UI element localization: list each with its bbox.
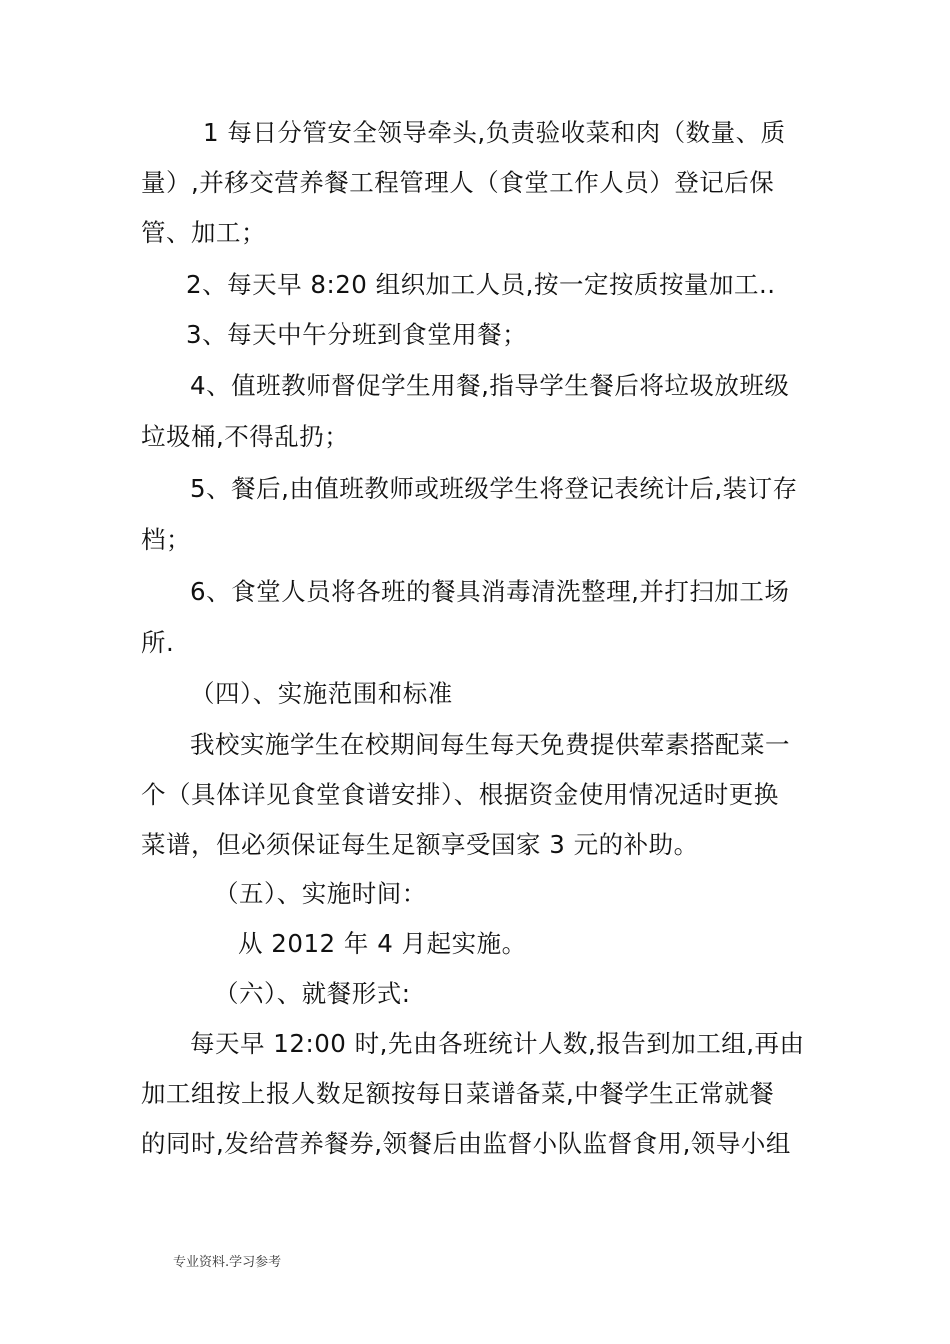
text-line-1: 1 每日分管安全领导牵头,负责验收菜和肉（数量、质 bbox=[203, 118, 786, 147]
text-line-20: 加工组按上报人数足额按每日菜谱备菜,中餐学生正常就餐 bbox=[141, 1079, 775, 1108]
section-heading-6: （六）、就餐形式: bbox=[214, 979, 411, 1008]
text-line-17: 从 2012 年 4 月起实施。 bbox=[238, 929, 527, 958]
page-footer: 专业资料.学习参考 bbox=[173, 1255, 282, 1270]
section-heading-4: （四）、实施范围和标准 bbox=[190, 679, 453, 708]
text-line-9: 档； bbox=[141, 525, 191, 554]
text-line-5: 3、每天中午分班到食堂用餐； bbox=[186, 320, 528, 349]
text-line-7: 垃圾桶,不得乱扔； bbox=[141, 422, 350, 451]
text-line-11: 所. bbox=[141, 628, 175, 657]
section-heading-5: （五）、实施时间： bbox=[214, 879, 427, 908]
text-line-3: 管、加工； bbox=[141, 218, 266, 247]
text-line-13: 我校实施学生在校期间每生每天免费提供荤素搭配菜一 bbox=[190, 730, 790, 759]
text-line-14: 个（具体详见食堂食谱安排）、根据资金使用情况适时更换 bbox=[141, 780, 779, 809]
text-line-8: 5、餐后,由值班教师或班级学生将登记表统计后,装订存 bbox=[190, 474, 798, 503]
text-line-2: 量）,并移交营养餐工程管理人（食堂工作人员）登记后保 bbox=[141, 168, 775, 197]
text-line-15: 菜谱，但必须保证每生足额享受国家 3 元的补助。 bbox=[141, 830, 699, 859]
text-line-4: 2、每天早 8:20 组织加工人员,按一定按质按量加工.. bbox=[186, 270, 776, 299]
text-line-6: 4、值班教师督促学生用餐,指导学生餐后将垃圾放班级 bbox=[190, 371, 790, 400]
text-line-19: 每天早 12:00 时,先由各班统计人数,报告到加工组,再由 bbox=[190, 1029, 805, 1058]
text-line-21: 的同时,发给营养餐券,领餐后由监督小队监督食用,领导小组 bbox=[141, 1129, 791, 1158]
text-line-10: 6、食堂人员将各班的餐具消毒清洗整理,并打扫加工场 bbox=[190, 577, 790, 606]
